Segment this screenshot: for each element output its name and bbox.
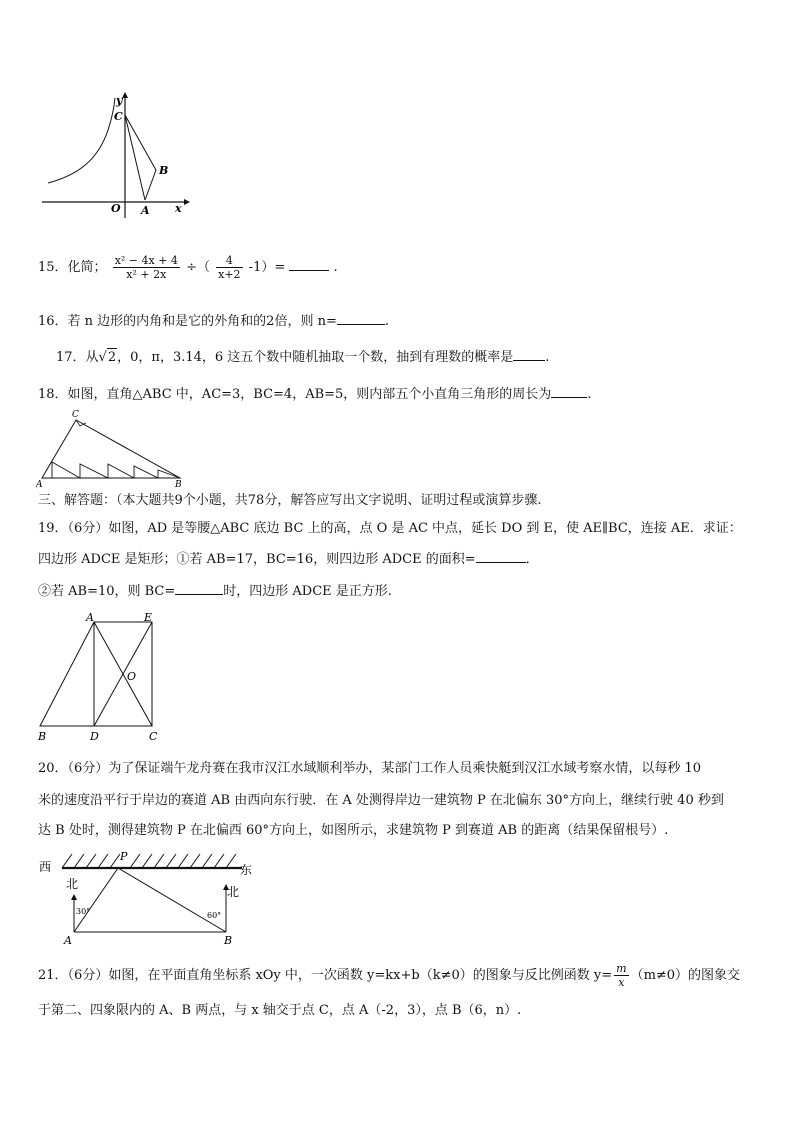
label-e: E bbox=[144, 611, 153, 624]
q19-area-blank[interactable] bbox=[476, 550, 526, 563]
q15-operator: ÷（ bbox=[186, 260, 210, 275]
q19-line3-text: ②若 AB=10，则 BC= bbox=[38, 584, 176, 599]
q15-frac2-numerator: 4 bbox=[216, 254, 242, 268]
function-graph-figure bbox=[38, 90, 193, 220]
river-bearing-figure bbox=[36, 848, 258, 948]
x-axis-arrow bbox=[184, 199, 190, 205]
hyperbola-curve bbox=[48, 98, 115, 183]
segment-bp bbox=[118, 868, 226, 932]
shore-hatching bbox=[62, 854, 236, 868]
q19-line3-end: 时，四边形 ADCE 是正方形. bbox=[223, 584, 392, 599]
label-d: D bbox=[90, 730, 99, 743]
q16-answer-blank[interactable] bbox=[337, 312, 385, 325]
question-19-line-3 bbox=[38, 582, 392, 601]
question-20-line-2 bbox=[38, 792, 724, 810]
label-c: C bbox=[72, 410, 79, 420]
q21-frac-denominator: x bbox=[618, 976, 625, 989]
q20-line3-text: 达 B 处时，测得建筑物 P 在北偏西 60°方向上，如图所示，求建筑物 P 到赛道 AB 的距离（结果保留根号）. bbox=[38, 823, 669, 838]
q15-frac1-denominator: x² + 2x bbox=[126, 268, 167, 281]
label-c: C bbox=[114, 110, 123, 123]
label-b: B bbox=[175, 480, 182, 488]
q15-answer-blank[interactable] bbox=[289, 258, 329, 271]
label-y: y bbox=[116, 94, 123, 107]
q17-pre: 17．从 bbox=[56, 350, 99, 365]
label-a: A bbox=[36, 480, 43, 488]
right-triangle-figure bbox=[36, 406, 186, 488]
q20-line1-text: 20．（6分）为了保证端午龙舟赛在我市汉江水域顺利举办，某部门工作人员乘快艇到汉江水域考察水情，以每秒 10 bbox=[38, 761, 701, 776]
segment-ab bbox=[145, 170, 156, 200]
q20-line2-text: 米的速度沿平行于岸边的赛道 AB 由西向东行驶．在 A 处测得岸边一建筑物 P 在北偏东 30°方向上，继续行驶 40 秒到 bbox=[38, 793, 724, 808]
q15-number: 15．化简； bbox=[38, 260, 107, 275]
label-o: O bbox=[127, 670, 137, 683]
question-18 bbox=[38, 385, 591, 404]
label-b: B bbox=[224, 934, 233, 947]
question-19-line-1 bbox=[38, 520, 742, 538]
section-3-text: 三、解答题：（本大题共9个小题，共78分，解答应写出文字说明、证明过程或演算步骤. bbox=[38, 493, 542, 508]
label-a: A bbox=[86, 611, 94, 624]
q18-end: . bbox=[587, 387, 592, 402]
label-b: B bbox=[159, 164, 169, 177]
north-arrowhead-a bbox=[71, 894, 77, 900]
question-19-line-2 bbox=[38, 550, 539, 569]
q21-line1-text: 21．（6分）如图，在平面直角坐标系 xOy 中，一次函数 y=kx+b（k≠0）的图象与反比例函数 y= bbox=[38, 968, 613, 983]
q15-tail: -1）= bbox=[248, 260, 286, 275]
inner-staircase bbox=[52, 462, 180, 478]
y-axis-arrow bbox=[122, 92, 128, 98]
label-west: 西 bbox=[39, 860, 52, 874]
q19-line1-text: 19．（6分）如图，AD 是等腰△ABC 底边 BC 上的高，点 O 是 AC 中点，延长 DO 到 E，使 AE∥BC，连接 AE．求证： bbox=[38, 521, 742, 536]
question-17: 17．从√2，0，π，3.14，6 这五个数中随机抽取一个数，抽到有理数的概率是 . bbox=[56, 350, 550, 365]
label-east: 东 bbox=[240, 863, 253, 877]
label-b: B bbox=[38, 730, 47, 743]
segment-ca bbox=[125, 115, 145, 200]
q21-frac-numerator: m bbox=[616, 962, 627, 975]
q16-end: . bbox=[384, 314, 389, 329]
question-20-line-1 bbox=[38, 760, 701, 778]
question-15 bbox=[38, 254, 338, 281]
question-16 bbox=[38, 312, 389, 331]
q19-line2-text: 四边形 ADCE 是矩形；①若 AB=17，BC=16，则四边形 ADCE 的面积= bbox=[38, 552, 476, 567]
q17-end: . bbox=[545, 350, 550, 365]
label-north-b: 北 bbox=[227, 885, 240, 899]
q21-fraction bbox=[614, 962, 628, 989]
label-p: P bbox=[120, 850, 128, 863]
q15-frac2-denominator: x+2 bbox=[218, 268, 241, 281]
q18-answer-blank[interactable] bbox=[551, 385, 587, 398]
triangle-abc bbox=[42, 420, 180, 478]
q16-text: 16．若 n 边形的内角和是它的外角和的2倍，则 n= bbox=[38, 314, 337, 329]
q18-text: 18．如图，直角△ABC 中，AC=3，BC=4，AB=5，则内部五个小直角三角形的周长为 bbox=[38, 387, 552, 402]
label-c: C bbox=[149, 730, 158, 743]
label-angle-30: 30° bbox=[76, 907, 91, 916]
question-20-line-3 bbox=[38, 822, 668, 840]
q15-end: . bbox=[333, 260, 338, 275]
q19-bc-blank[interactable] bbox=[175, 582, 223, 595]
q21-line2-text: 于第二、四象限内的 A、B 两点，与 x 轴交于点 C，点 A（-2，3），点 B（6，n）. bbox=[38, 1003, 522, 1018]
label-x: x bbox=[175, 202, 182, 215]
segment-ap bbox=[74, 868, 118, 932]
label-angle-60: 60° bbox=[207, 911, 222, 920]
segment-cb bbox=[125, 115, 156, 170]
q21-line1-end: （m≠0）的图象交 bbox=[630, 968, 741, 983]
q15-fraction-1 bbox=[113, 254, 180, 281]
q17-sqrt: 2 bbox=[107, 350, 117, 365]
rectangle-adce-figure bbox=[34, 610, 166, 746]
section-3-heading bbox=[38, 492, 541, 510]
q19-line2-end: ． bbox=[525, 552, 539, 567]
q17-answer-blank[interactable] bbox=[513, 348, 545, 361]
q17-text: ，0，π，3.14，6 这五个数中随机抽取一个数，抽到有理数的概率是 bbox=[117, 350, 514, 365]
q15-fraction-2 bbox=[216, 254, 242, 281]
q15-frac1-numerator: x² − 4x + 4 bbox=[114, 254, 178, 267]
question-21-line-1 bbox=[38, 962, 740, 989]
label-north-a: 北 bbox=[66, 877, 79, 891]
label-a: A bbox=[141, 204, 150, 217]
label-o: O bbox=[111, 202, 121, 215]
label-a: A bbox=[64, 934, 72, 947]
question-21-line-2 bbox=[38, 1002, 521, 1020]
